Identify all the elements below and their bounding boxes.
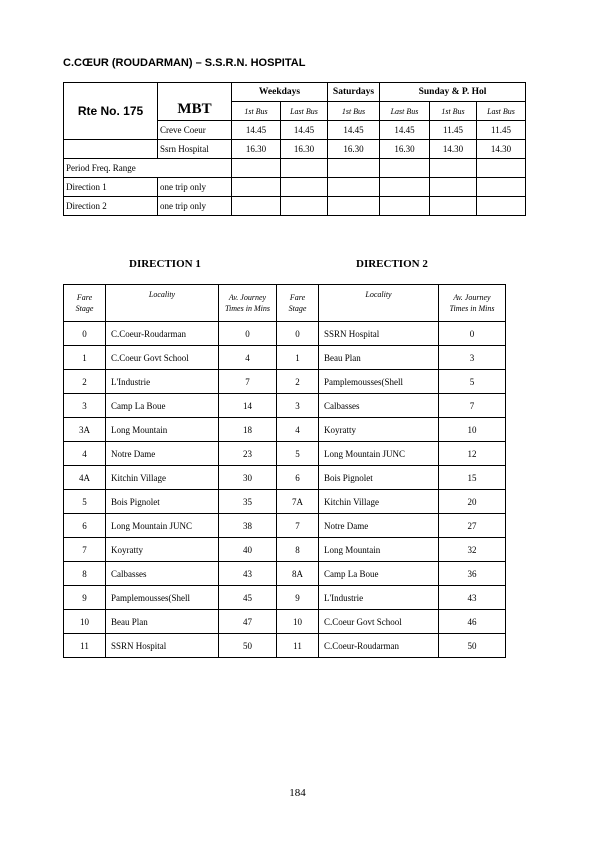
journey-time-cell: 7 [219,370,277,394]
fare-stage-cell: 6 [64,514,106,538]
schedule-time: 14.30 [477,140,526,159]
stops-table [63,284,506,658]
schedule-time: 16.30 [281,140,328,159]
period-sunday-holiday: Sunday & P. Hol [380,83,526,102]
fare-stage-cell: 11 [277,634,319,658]
empty-cell [281,197,328,216]
fare-stage-cell: 10 [64,610,106,634]
bus-label: Last Bus [380,102,430,121]
journey-time-cell: 20 [439,490,506,514]
fare-stage-header: Fare Stage [64,285,106,322]
journey-time-cell: 38 [219,514,277,538]
schedule-time: 14.30 [430,140,477,159]
table-row [64,322,506,346]
stops-header-row [64,285,506,322]
route-number: Rte No. 175 [64,83,158,140]
locality-cell: C.Coeur-Roudarman [319,634,439,658]
locality-cell: Camp La Boue [319,562,439,586]
journey-time-cell: 14 [219,394,277,418]
journey-time-cell: 4 [219,346,277,370]
schedule-time: 14.45 [232,121,281,140]
locality-cell: L'Industrie [106,370,219,394]
schedule-time: 16.30 [232,140,281,159]
fare-stage-cell: 11 [64,634,106,658]
journey-time-cell: 43 [219,562,277,586]
journey-time-cell: 7 [439,394,506,418]
journey-time-cell: 43 [439,586,506,610]
bus-label: Last Bus [477,102,526,121]
empty-cell [232,197,281,216]
empty-cell [380,159,430,178]
frequency-label: Period Freq. Range [64,159,232,178]
table-row [64,346,506,370]
empty-cell [477,159,526,178]
table-row [64,586,506,610]
locality-header: Locality [319,285,439,322]
locality-header: Locality [106,285,219,322]
direction-note: one trip only [158,178,232,197]
empty-cell [477,197,526,216]
fare-stage-cell: 8 [277,538,319,562]
direction-2-heading: DIRECTION 2 [356,258,428,270]
table-row [64,562,506,586]
journey-time-cell: 36 [439,562,506,586]
empty-cell [328,197,380,216]
fare-stage-cell: 0 [277,322,319,346]
journey-time-cell: 18 [219,418,277,442]
empty-cell [430,197,477,216]
locality-cell: Calbasses [319,394,439,418]
locality-cell: Long Mountain JUNC [319,442,439,466]
locality-cell: C.Coeur Govt School [106,346,219,370]
locality-cell: Bois Pignolet [319,466,439,490]
empty-cell [430,159,477,178]
empty-cell [281,159,328,178]
fare-stage-header: Fare Stage [277,285,319,322]
empty-cell [64,140,158,159]
fare-stage-cell: 7 [64,538,106,562]
bus-label: 1st Bus [232,102,281,121]
fare-stage-cell: 0 [64,322,106,346]
journey-time-cell: 40 [219,538,277,562]
journey-time-cell: 10 [439,418,506,442]
page-title: C.CŒUR (ROUDARMAN) – S.S.R.N. HOSPITAL [63,57,306,69]
table-row [64,490,506,514]
locality-cell: SSRN Hospital [319,322,439,346]
journey-time-cell: 46 [439,610,506,634]
bus-label: 1st Bus [430,102,477,121]
locality-cell: Long Mountain [319,538,439,562]
table-row [64,538,506,562]
table-row [64,466,506,490]
direction-label: Direction 1 [64,178,158,197]
period-saturdays: Saturdays [328,83,380,102]
table-row [64,610,506,634]
bus-label: 1st Bus [328,102,380,121]
fare-stage-cell: 9 [64,586,106,610]
direction-label: Direction 2 [64,197,158,216]
journey-time-cell: 27 [439,514,506,538]
empty-cell [232,178,281,197]
locality-cell: C.Coeur-Roudarman [106,322,219,346]
locality-cell: Kitchin Village [319,490,439,514]
empty-cell [430,178,477,197]
journey-time-cell: 12 [439,442,506,466]
empty-cell [477,178,526,197]
fare-stage-cell: 2 [277,370,319,394]
locality-cell: Kitchin Village [106,466,219,490]
journey-time-cell: 15 [439,466,506,490]
fare-stage-cell: 10 [277,610,319,634]
fare-stage-cell: 9 [277,586,319,610]
fare-stage-cell: 5 [64,490,106,514]
journey-time-header: Av. Journey Times in Mins [219,285,277,322]
locality-cell: Koyratty [106,538,219,562]
fare-stage-cell: 7 [277,514,319,538]
schedule-time: 11.45 [430,121,477,140]
empty-cell [380,178,430,197]
direction-1-heading: DIRECTION 1 [129,258,201,270]
fare-stage-cell: 1 [64,346,106,370]
journey-time-cell: 45 [219,586,277,610]
journey-time-cell: 50 [439,634,506,658]
bus-label: Last Bus [281,102,328,121]
locality-cell: Beau Plan [319,346,439,370]
fare-stage-cell: 2 [64,370,106,394]
empty-cell [281,178,328,197]
schedule-place: Creve Coeur [158,121,232,140]
fare-stage-cell: 1 [277,346,319,370]
fare-stage-cell: 8A [277,562,319,586]
journey-time-cell: 23 [219,442,277,466]
fare-stage-cell: 5 [277,442,319,466]
locality-cell: Pamplemousses(Shell [106,586,219,610]
schedule-time: 14.45 [328,121,380,140]
fare-stage-cell: 4A [64,466,106,490]
empty-cell [328,159,380,178]
journey-time-cell: 35 [219,490,277,514]
locality-cell: Camp La Boue [106,394,219,418]
journey-time-cell: 5 [439,370,506,394]
locality-cell: L'Industrie [319,586,439,610]
table-row [64,634,506,658]
page-number: 184 [289,787,306,799]
table-row [64,394,506,418]
schedule-table [63,82,526,216]
empty-cell [328,178,380,197]
fare-stage-cell: 8 [64,562,106,586]
table-row [64,514,506,538]
journey-time-cell: 50 [219,634,277,658]
fare-stage-cell: 3 [277,394,319,418]
journey-time-cell: 47 [219,610,277,634]
locality-cell: Long Mountain JUNC [106,514,219,538]
fare-stage-cell: 4 [277,418,319,442]
empty-cell [232,159,281,178]
fare-stage-cell: 7A [277,490,319,514]
schedule-time: 16.30 [328,140,380,159]
locality-cell: Long Mountain [106,418,219,442]
schedule-time: 11.45 [477,121,526,140]
locality-cell: Pamplemousses(Shell [319,370,439,394]
journey-time-cell: 30 [219,466,277,490]
period-weekdays: Weekdays [232,83,328,102]
fare-stage-cell: 6 [277,466,319,490]
fare-stage-cell: 3A [64,418,106,442]
direction-note: one trip only [158,197,232,216]
locality-cell: Beau Plan [106,610,219,634]
locality-cell: Notre Dame [106,442,219,466]
schedule-place: Ssrn Hospital [158,140,232,159]
locality-cell: Koyratty [319,418,439,442]
journey-time-cell: 0 [439,322,506,346]
schedule-time: 16.30 [380,140,430,159]
journey-time-cell: 0 [219,322,277,346]
journey-time-cell: 3 [439,346,506,370]
fare-stage-cell: 3 [64,394,106,418]
locality-cell: Bois Pignolet [106,490,219,514]
locality-cell: Calbasses [106,562,219,586]
locality-cell: SSRN Hospital [106,634,219,658]
locality-cell: C.Coeur Govt School [319,610,439,634]
operator-name: MBT [158,83,232,121]
table-row [64,442,506,466]
fare-stage-cell: 4 [64,442,106,466]
table-row [64,370,506,394]
journey-time-header: Av. Journey Times in Mins [439,285,506,322]
journey-time-cell: 32 [439,538,506,562]
table-row [64,418,506,442]
schedule-time: 14.45 [281,121,328,140]
locality-cell: Notre Dame [319,514,439,538]
schedule-time: 14.45 [380,121,430,140]
empty-cell [380,197,430,216]
